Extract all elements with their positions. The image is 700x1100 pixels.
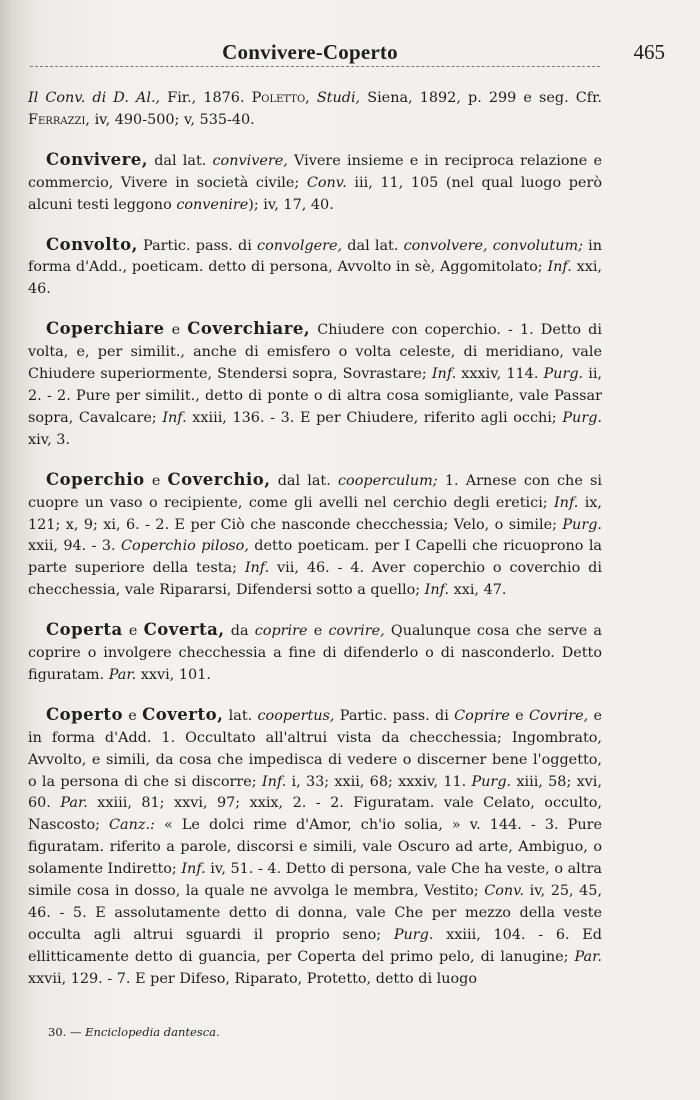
- headword: Coverchiare,: [187, 319, 311, 339]
- italic-text: Inf.: [554, 494, 579, 511]
- headword: Coverto,: [142, 704, 224, 724]
- headword: Coverchio,: [167, 469, 271, 489]
- italic-text: convivere,: [212, 152, 288, 169]
- italic-text: Par.: [60, 795, 88, 812]
- italic-text: Inf.: [181, 861, 206, 878]
- italic-text: convolvere, convolutum;: [403, 237, 583, 254]
- continuation-paragraph: Il Conv. di D. Al., Fir., 1876. Poletto, Studi, Siena, 1892, p. 299 e seg. Cfr. Ferrazzi, iv, 490-500; v, 535-40.: [28, 90, 602, 128]
- italic-text: Inf.: [547, 259, 572, 276]
- headword: Coperchiare: [46, 319, 165, 339]
- page-footer: [48, 1025, 220, 1039]
- italic-text: Purg.: [562, 516, 602, 533]
- headword: Convivere,: [46, 149, 149, 169]
- headword: Convolto,: [46, 234, 138, 254]
- italic-text: Studi,: [316, 90, 361, 106]
- page-header: [30, 40, 665, 66]
- italic-text: Coperchio piloso,: [120, 538, 249, 555]
- italic-text: Purg.: [562, 409, 602, 426]
- entry-convolto: Convolto, Partic. pass. di convolgere, dal lat. convolvere, convolutum; in forma d'Add., poeticam. detto di persona, Avvolto in sè, Aggomitolato; Inf. xxi, 46.: [28, 234, 603, 298]
- headword: Coperto: [46, 704, 123, 724]
- entry-coperta: Coperta e Coverta, da coprire e covrire, Qualunque cosa che serve a coprire o involgere checchessia a fine di difenderlo o di nasconderlo. Detto figuratam. Par. xxvi, 101.: [28, 620, 602, 683]
- italic-text: Purg.: [543, 366, 584, 383]
- headword: Coverta,: [143, 620, 225, 640]
- headword: Coperta: [46, 620, 123, 640]
- italic-text: Inf.: [431, 366, 457, 383]
- smallcaps-text: Poletto: [251, 90, 306, 106]
- italic-text: cooperculum;: [337, 472, 438, 489]
- signature-title: Enciclopedia dantesca.: [85, 1025, 220, 1039]
- entry-coperchiare: Coperchiare e Coverchiare, Chiudere con coperchio. - 1. Detto di volta, e, per similit., anche di emisfero o volta celeste, di meridiano, vale Chiudere superiormente, Stendersi sopra, Sovrastare; Inf. xxxiv, 114. Purg. ii, 2. - 2. Pure per similit., detto di ponte o di altra cosa somigliante, vale Passar sopra, Cavalcare; Inf. xxiii, 136. - 3. E per Chiudere, riferito agli occhi; Purg. xiv, 3.: [28, 319, 602, 448]
- italic-text: coprire: [254, 623, 308, 640]
- italic-text: Inf.: [424, 582, 450, 599]
- entry-coperchio: Coperchio e Coverchio, dal lat. cooperculum; 1. Arnese con che si cuopre un vaso o recipiente, come gli avelli nel cerchio degli eretici; Inf. ix, 121; x, 9; xi, 6. - 2. E per Ciò che nasconde checchessia; Velo, o simile; Purg. xxii, 94. - 3. Coperchio piloso, detto poeticam. per I Capelli che ricuoprono la parte superiore della testa; Inf. vii, 46. - 4. Aver coperchio o coverchio di checchessia, vale Ripararsi, Difendersi sotto a quello; Inf. xxi, 47.: [28, 469, 603, 599]
- italic-text: covrire,: [328, 623, 385, 640]
- italic-text: Par.: [574, 948, 602, 965]
- entry-coperto: Coperto e Coverto, lat. coopertus, Partic. pass. di Coprire e Covrire, e in forma d'Add. 1. Occultato all'altrui vista da checchessia; Ingombrato, Avvolto, e simili, da cosa che impedisca di vedere o discerner bene l'oggetto, o la persona di che si discorre; Inf. i, 33; xxii, 68; xxxiv, 11. Purg. xiii, 58; xvi, 60. Par. xxiii, 81; xxvi, 97; xxix, 2. - 2. Figuratam. vale Celato, occulto, Nascosto; Canz.: « Le dolci rime d'Amor, ch'io solia, » v. 144. - 3. Pure figuratam. riferito a parole, discorsi e simili, vale Oscuro ad arte, Ambiguo, o solamente Indiretto; Inf. iv, 51. - 4. Detto di persona, vale Che ha veste, o altra simile cosa in dosso, la quale ne avvolga le membra, Vestito; Conv. iv, 25, 45, 46. - 5. E assolutamente detto di donna, vale Che per mezzo della veste occulta agli altrui sguardi il proprio seno; Purg. xxiii, 104. - 6. Ed ellitticamente detto di guancia, per Coperta del primo pelo, di lanugine; Par. xxvii, 129. - 7. E per Difeso, Riparato, Protetto, detto di luogo: [28, 704, 603, 987]
- running-title: Convivere-Coperto: [222, 40, 398, 64]
- italic-text: Inf.: [261, 773, 287, 790]
- italic-text: Conv.: [306, 174, 347, 191]
- smallcaps-text: Ferrazzi: [28, 111, 86, 128]
- page-number: 465: [633, 40, 665, 64]
- italic-text: Canz.:: [109, 817, 155, 834]
- italic-text: Par.: [108, 666, 137, 683]
- dictionary-text: [28, 88, 602, 1008]
- signature-mark: 30. —: [48, 1025, 82, 1039]
- entry-convivere: Convivere, dal lat. convivere, Vivere insieme e in reciproca relazione e commercio, Vivere in società civile; Conv. iii, 11, 105 (nel qual luogo però alcuni testi leggono convenire); iv, 17, 40.: [28, 149, 602, 213]
- italic-text: Purg.: [471, 773, 512, 790]
- italic-text: Inf.: [162, 409, 187, 426]
- italic-text: Il Conv. di D. Al.,: [28, 90, 161, 106]
- headword: Coperchio: [46, 469, 145, 489]
- italic-text: Coprire: [454, 707, 510, 724]
- header-rule: [30, 66, 600, 67]
- italic-text: convenire: [176, 196, 249, 213]
- italic-text: convolgere,: [257, 237, 343, 254]
- italic-text: Inf.: [244, 560, 270, 577]
- italic-text: Purg.: [393, 926, 434, 943]
- italic-text: coopertus,: [257, 707, 335, 724]
- italic-text: Conv.: [484, 883, 525, 900]
- italic-text: Covrire,: [528, 707, 589, 724]
